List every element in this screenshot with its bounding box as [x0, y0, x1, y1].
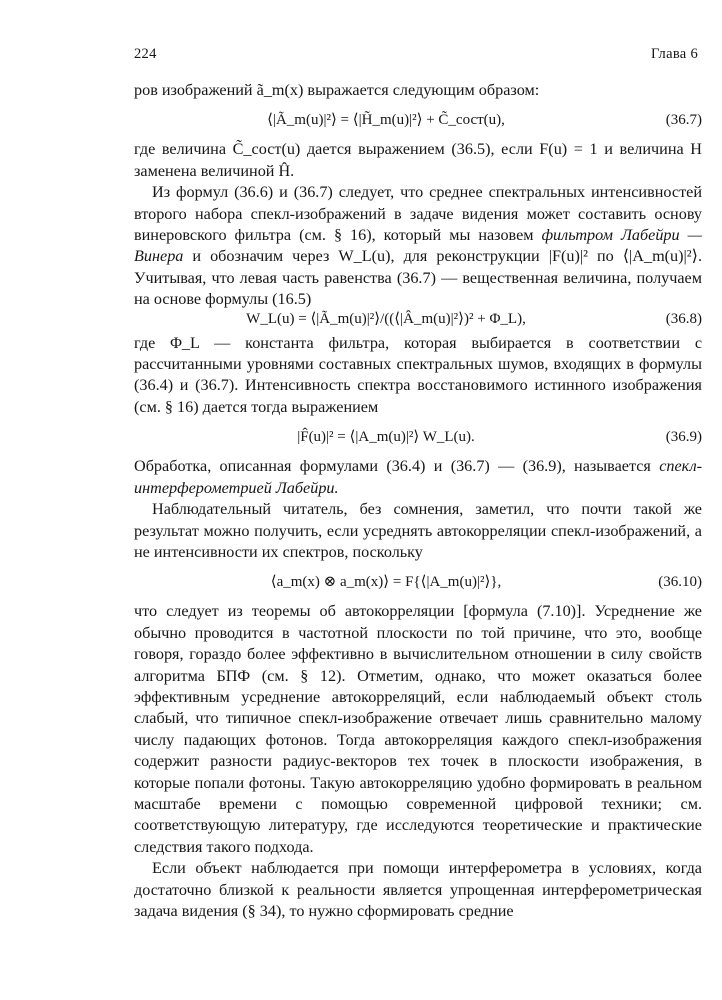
paragraph-3-text: Из формул (36.6) и (36.7) следует, что среднее спектральных интенсивностей второго набора спекл-изображений в задаче видения может составить основу винеровского фильтра (см. § 16), который мы назовем	[134, 183, 702, 245]
equation-36-9	[134, 418, 702, 456]
term-labeyrie-speckle-interferometry: спекл-интерферометрией Лабейри.	[134, 457, 703, 497]
term-labeyrie-wiener-filter: фильтром Лабейри — Винера	[134, 226, 703, 266]
paragraph-3-continuation: и обозначим через W_L(u), для реконструкции |F(u)|² по ⟨|A_m(u)|²⟩. Учитывая, что левая часть равенства (36.7) — вещественная величина, получаем на основе формулы (16.5)	[134, 247, 702, 309]
equation-36-8	[134, 307, 702, 333]
equation-36-8-number: (36.8)	[665, 310, 702, 327]
paragraph-5	[134, 456, 702, 499]
equation-36-7-formula: ⟨|Ã_m(u)|²⟩ = ⟨|H̃_m(u)|²⟩ + C̃_сост(u),	[267, 111, 505, 128]
equation-36-7	[134, 101, 702, 139]
paragraph-3	[134, 182, 702, 310]
paragraph-6: Наблюдательный читатель, без сомнения, заметил, что почти такой же результат можно получить, если усреднять автокорреляции спекл-изображений, а не интенсивности их спектров, поскольку	[134, 500, 702, 561]
paragraph-4: где Φ_L — константа фильтра, которая выбирается в соответствии с рассчитанными уровнями составных спектральных шумов, входящих в формулы (36.4) и (36.7). Интенсивность спектра восстановимого истинного изображения (см. § 16) дается тогда выражением	[134, 333, 702, 416]
page-number: 224	[134, 46, 157, 62]
paragraph-2: где величина C̃_сост(u) дается выражением (36.5), если F(u) = 1 и величина H заменена величиной Ĥ.	[134, 140, 702, 180]
chapter-label: Глава 6	[650, 46, 698, 62]
equation-36-9-formula: |F̂(u)|² = ⟨|A_m(u)|²⟩ W_L(u).	[297, 428, 475, 445]
equation-36-10-number: (36.10)	[658, 573, 702, 590]
equation-36-10	[134, 563, 702, 601]
equation-36-9-number: (36.9)	[665, 428, 702, 445]
equation-36-7-number: (36.7)	[665, 111, 702, 128]
page-header	[134, 46, 698, 63]
equation-36-10-formula: ⟨a_m(x) ⊗ a_m(x)⟩ = F{⟨|A_m(u)|²⟩},	[270, 573, 502, 590]
page-body	[134, 80, 702, 922]
paragraph-7: что следует из теоремы об автокорреляции [формула (7.10)]. Усреднение же обычно проводится в частотной плоскости по той причине, что это, вообще говоря, гораздо более эффективно в вычислительном отношении в силу свойств алгоритма БПФ (см. § 12). Отметим, однако, что может оказаться более эффективным усреднение автокорреляций, если наблюдаемый объект столь слабый, что типичное спекл-изображение отвечает лишь сравнительно малому числу падающих фотонов. Тогда автокорреляция каждого спекл-изображения содержит разности радиус-векторов тех точек в плоскости изображения, в которые попали фотоны. Такую автокорреляцию удобно формировать в реальном масштабе времени с помощью современной цифровой техники; см. соответствующую литературу, где исследуются теоретические и практические следствия такого подхода.	[134, 602, 702, 856]
paragraph-5-text: Обработка, описанная формулами (36.4) и (36.7) — (36.9), называется	[134, 457, 651, 476]
equation-36-8-formula: W_L(u) = ⟨|Ã_m(u)|²⟩/((⟨|Â_m(u)|²⟩)² + Φ_L),	[246, 310, 526, 327]
paragraph-8: Если объект наблюдается при помощи интерферометра в условиях, когда достаточно близкой к реальности является упрощенная интерферометрическая задача видения (§ 34), то нужно сформировать средние	[134, 859, 702, 920]
paragraph-1: ров изображений ã_m(x) выражается следующим образом:	[134, 81, 540, 99]
